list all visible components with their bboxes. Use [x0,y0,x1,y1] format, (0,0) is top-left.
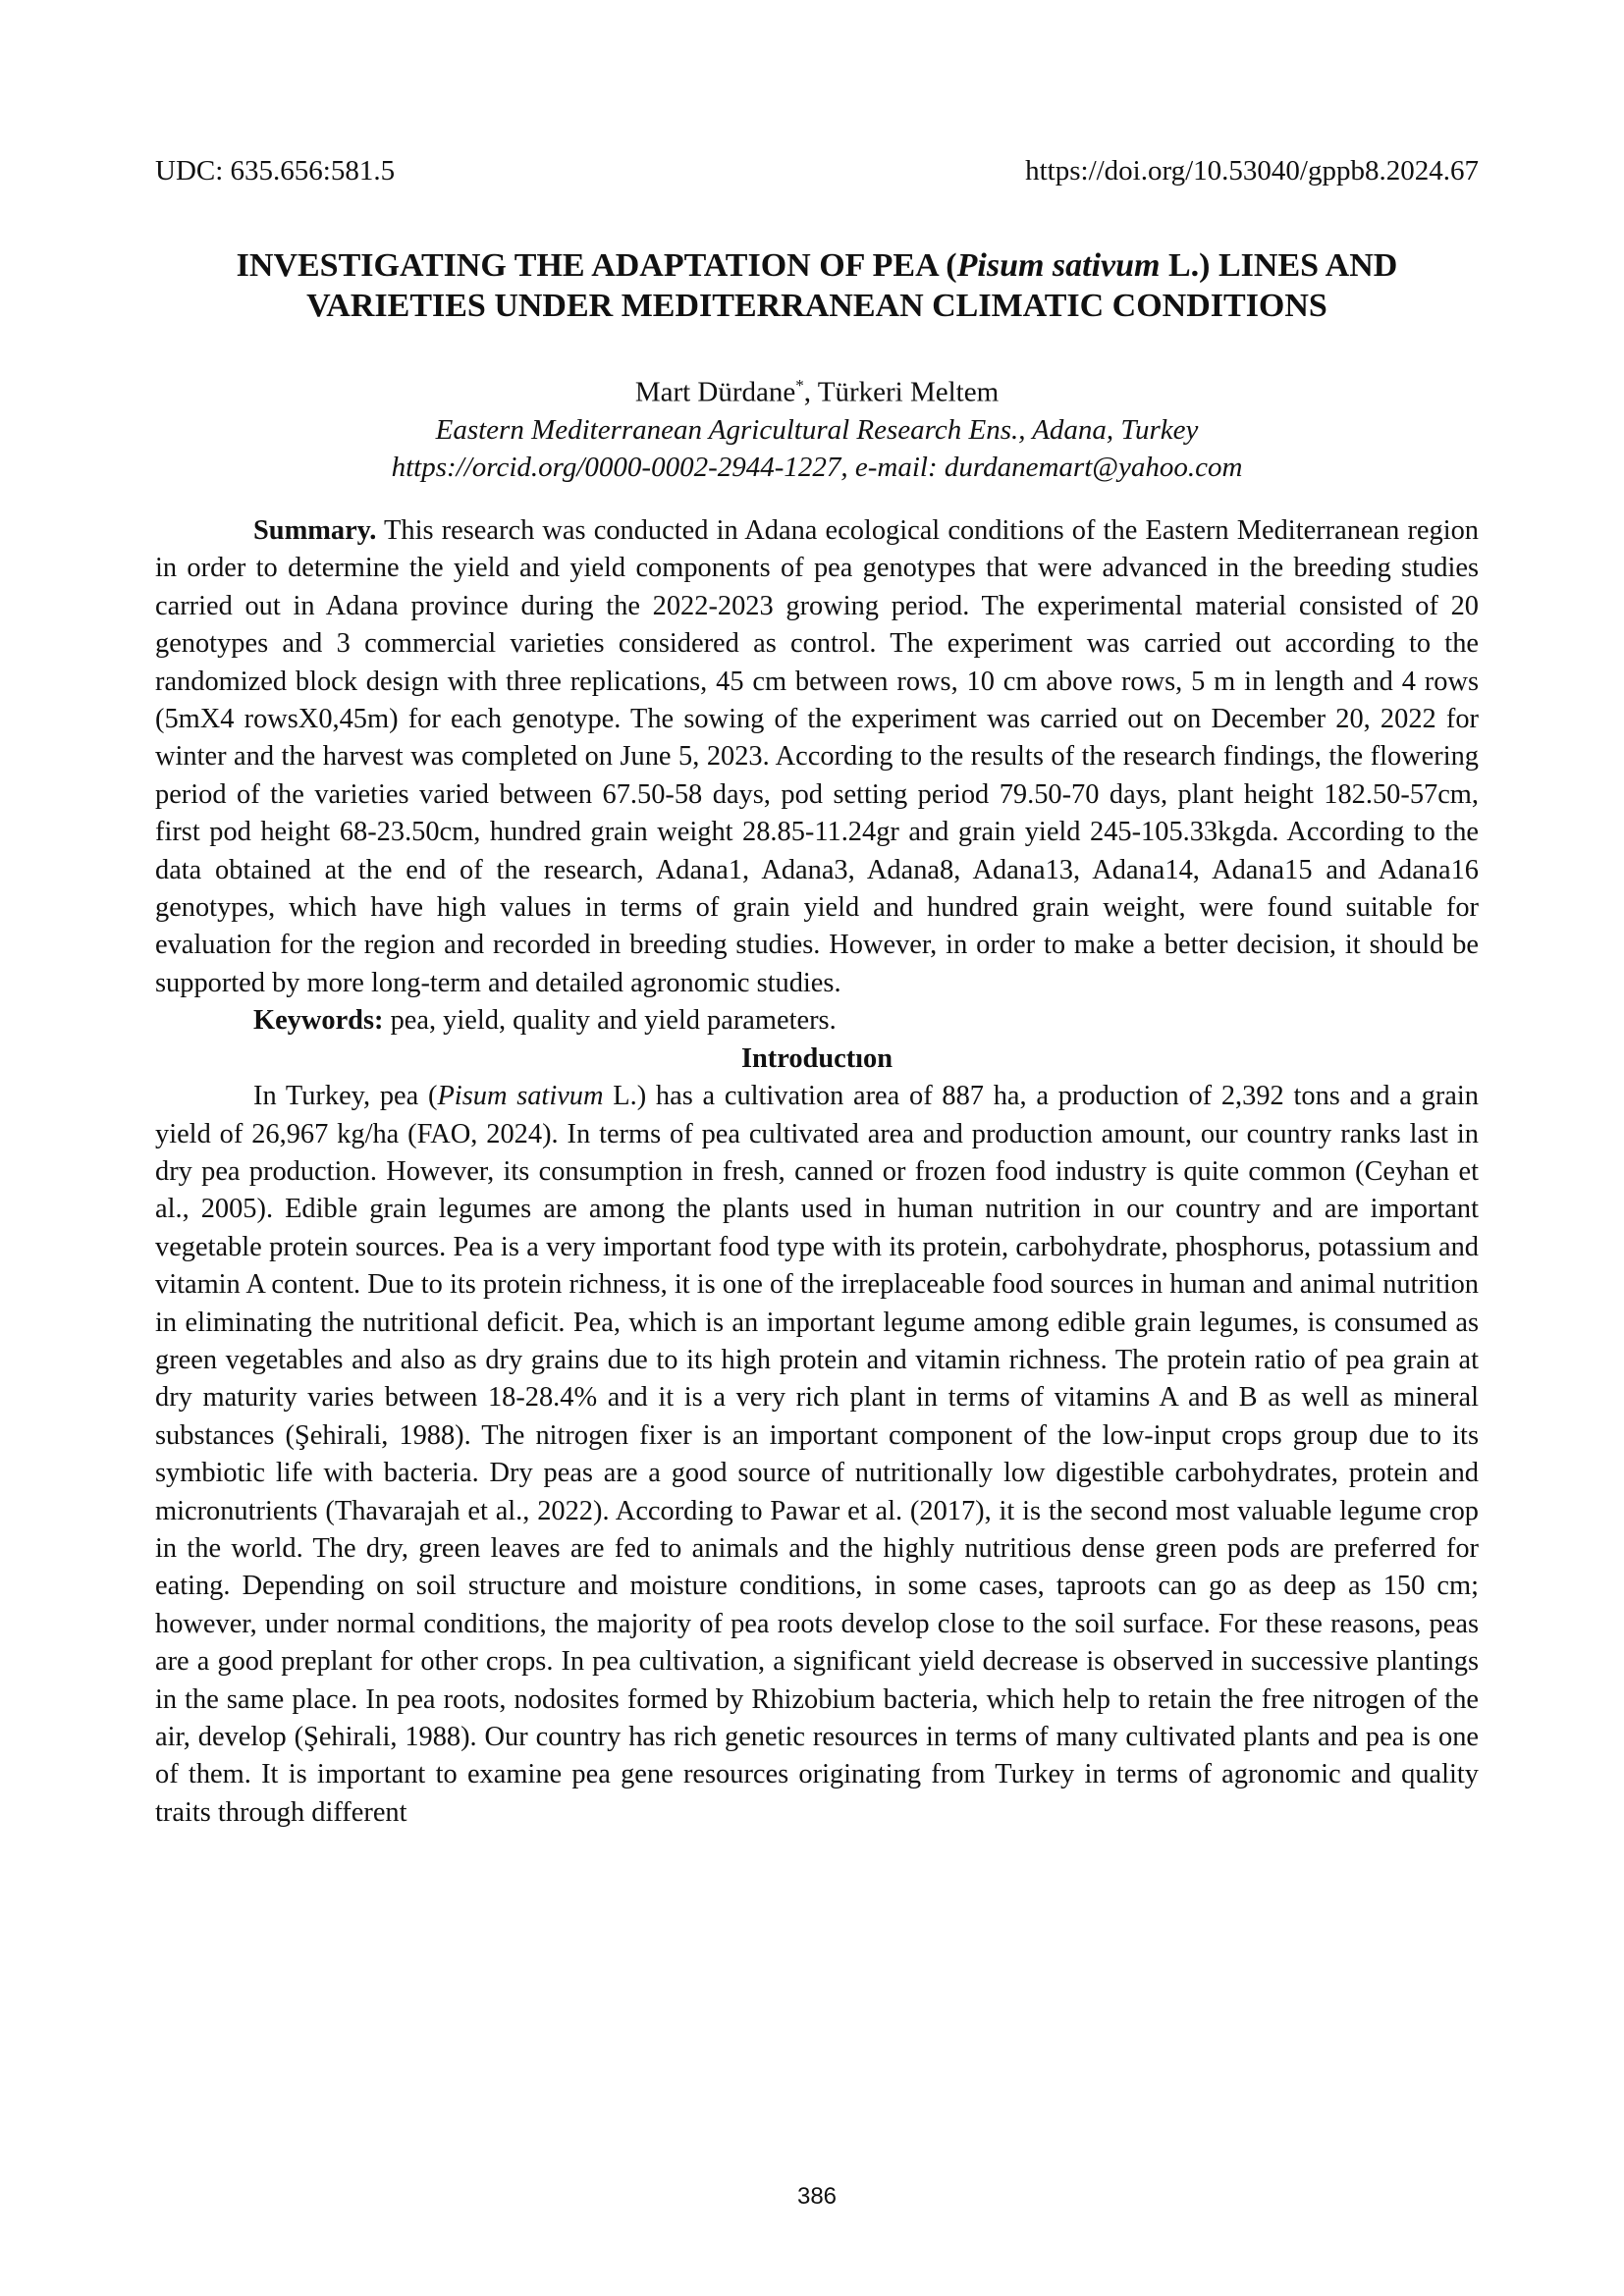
affiliation: Eastern Mediterranean Agricultural Research Ens., Adana, Turkey [435,413,1199,446]
running-header [155,155,1479,187]
doi-link[interactable]: https://doi.org/10.53040/gppb8.2024.67 [1025,155,1479,187]
keywords-text: pea, yield, quality and yield parameters. [383,1005,837,1037]
author-second: , Türkeri Meltem [803,376,1000,408]
title-text-2: L.) LINES AND VARIETIES UNDER MEDITERRANEAN CLIMATIC CONDITIONS [306,247,1398,324]
introduction-paragraph [155,1078,1479,1832]
paper-title [155,245,1479,326]
author-names [155,367,1479,411]
title-text-1: INVESTIGATING THE ADAPTATION OF PEA ( [236,247,957,284]
keywords-label: Keywords: [253,1005,384,1037]
udc-code: UDC: 635.656:581.5 [155,155,396,187]
page-number: 386 [796,2183,838,2210]
paper-body [155,512,1479,1832]
intro-text-1: In Turkey, pea ( [253,1081,438,1112]
corresponding-mark: * [795,376,804,395]
keywords-paragraph [155,1002,1479,1040]
author-contact[interactable]: https://orcid.org/0000-0002-2944-1227, e-mail: durdanemart@yahoo.com [391,451,1243,483]
section-heading-introduction: Introductıon [740,1042,893,1074]
summary-paragraph [155,512,1479,1002]
intro-text-2: L.) has a cultivation area of 887 ha, a production of 2,392 tons and a grain yield of 26,967 kg/ha (FAO, 2024). In terms of pea cultivated area and production amount, our country ranks last in dry pea production. However, its consumption in fresh, canned or frozen food industry is quite common (Ceyhan et al., 2005). Edible grain legumes are among the plants used in human nutrition in our country and are important vegetable protein sources. Pea is a very important food type with its protein, carbohydrate, phosphorus, potassium and vitamin A content. Due to its protein richness, it is one of the irreplaceable food sources in human and animal nutrition in eliminating the nutritional deficit. Pea, which is an important legume among edible grain legumes, is consumed as green vegetables and also as dry grains due to its high protein and vitamin richness. The protein ratio of pea grain at dry maturity varies between 18-28.4% and it is a very rich plant in terms of vitamins A and B as well as mineral substances (Şehirali, 1988). The nitrogen fixer is an important component of the low-input crops group due to its symbiotic life with bacteria. Dry peas are a good source of nutritionally low digestible carbohydrates, protein and micronutrients (Thavarajah et al., 2022). According to Pawar et al. (2017), it is the second most valuable legume crop in the world. The dry, green leaves are fed to animals and the highly nutritious dense green pods are preferred for eating. Depending on soil structure and moisture conditions, in some cases, taproots can go as deep as 150 cm; however, under normal conditions, the majority of pea roots develop close to the soil surface. For these reasons, peas are a good preplant for other crops. In pea cultivation, a significant yield decrease is observed in successive plantings in the same place. In pea roots, nodosites formed by Rhizobium bacteria, which help to retain the free nitrogen of the air, develop (Şehirali, 1988). Our country has rich genetic resources in terms of many cultivated plants and pea is one of them. It is important to examine pea gene resources originating from Turkey in terms of agronomic and quality traits through different [155,1081,1479,1828]
summary-label: Summary. [253,515,377,546]
summary-text: This research was conducted in Adana ecological conditions of the Eastern Mediterranean region in order to determine the yield and yield components of pea genotypes that were advanced in the breeding studies carried out in Adana province during the 2022-2023 growing period. The experimental material consisted of 20 genotypes and 3 commercial varieties considered as control. The experiment was carried out according to the randomized block design with three replications, 45 cm between rows, 10 cm above rows, 5 m in length and 4 rows (5mX4 rowsX0,45m) for each genotype. The sowing of the experiment was carried out on December 20, 2022 for winter and the harvest was completed on June 5, 2023. According to the results of the research findings, the flowering period of the varieties varied between 67.50-58 days, pod setting period 79.50-70 days, plant height 182.50-57cm, first pod height 68-23.50cm, hundred grain weight 28.85-11.24gr and grain yield 245-105.33kgda. According to the data obtained at the end of the research, Adana1, Adana3, Adana8, Adana13, Adana14, Adana15 and Adana16 genotypes, which have high values in terms of grain yield and hundred grain weight, were found suitable for evaluation for the region and recorded in breeding studies. However, in order to make a better decision, it should be supported by more long-term and detailed agronomic studies. [155,515,1479,998]
intro-species: Pisum sativum [437,1081,604,1112]
title-species: Pisum sativum [956,247,1161,284]
author-first: Mart Dürdane [634,376,796,408]
author-block [155,367,1479,486]
